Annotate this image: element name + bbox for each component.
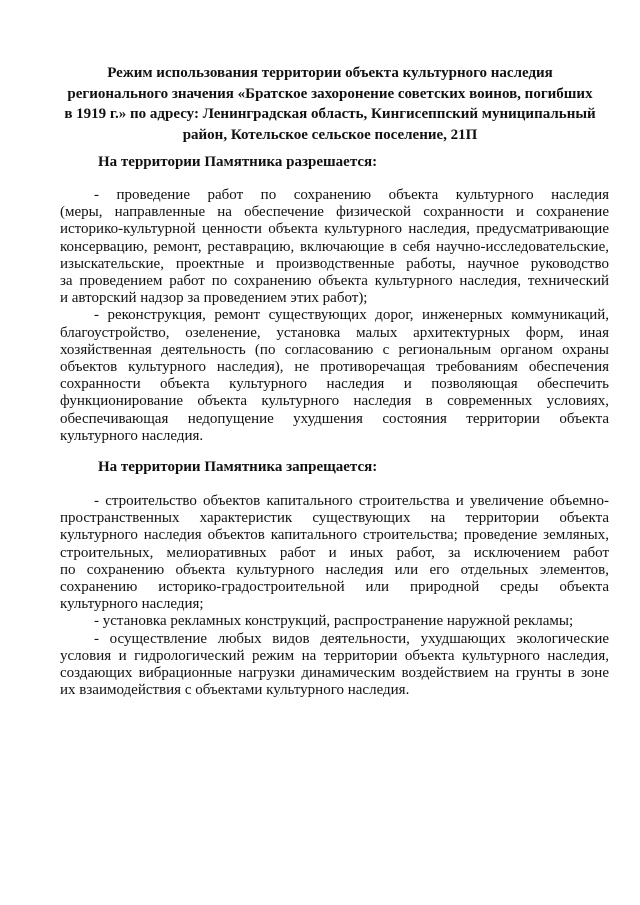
text-line: условия и гидрологический режим на территории объекта культурного наследия, bbox=[60, 647, 609, 664]
text-line: историко-культурной ценности объекта культурного наследия, предусматривающие bbox=[60, 221, 609, 238]
text-line: - строительство объектов капитального строительства и увеличение объемно- bbox=[94, 493, 609, 509]
allowed-item-conservation bbox=[60, 187, 609, 307]
text-line: за проведением работ по сохранению объекта культурного наследия, технический bbox=[60, 272, 609, 289]
text-line: по сохранению объекта культурного наследия или его отдельных элементов, bbox=[60, 561, 609, 578]
text-line: изыскательские, проектные и производственные работы, научное руководство bbox=[60, 255, 609, 272]
forbidden-heading: На территории Памятника запрещается: bbox=[98, 459, 378, 475]
text-line: функционирование объекта культурного наследия в современных условиях, bbox=[60, 393, 609, 410]
text-line: - реконструкция, ремонт существующих дорог, инженерных коммуникаций, bbox=[94, 307, 609, 324]
text-line: консервацию, ремонт, реставрацию, включающие в себя научно-исследовательские, bbox=[60, 238, 609, 255]
text-line: объектов культурного наследия), не противоречащая требованиям обеспечения bbox=[60, 358, 609, 375]
forbidden-item-construction bbox=[60, 493, 609, 613]
text-line: благоустройство, озеленение, установка малых архитектурных форм, иная bbox=[60, 324, 609, 341]
allowed-heading: На территории Памятника разрешается: bbox=[98, 154, 378, 170]
text-line: (меры, направленные на обеспечение физической сохранности и сохранение bbox=[60, 204, 609, 221]
forbidden-item-ecology bbox=[60, 631, 609, 700]
text-line: - проведение работ по сохранению объекта культурного наследия bbox=[94, 187, 609, 203]
text-line: и авторский надзор за проведением этих работ); bbox=[60, 290, 368, 307]
title-line: район, Котельское сельское поселение, 21П bbox=[182, 126, 478, 143]
forbidden-item-advertising bbox=[60, 613, 609, 630]
text-line: хозяйственная деятельность (по согласованию с региональным органом охраны bbox=[60, 341, 609, 358]
text-line: культурного наследия объектов капитального строительства; проведение земляных, bbox=[60, 527, 609, 544]
text-line: пространственных характеристик существующих на территории объекта bbox=[60, 510, 609, 527]
text-line: сохранению историко-градостроительной или природной среды объекта bbox=[60, 578, 609, 595]
text-line: культурного наследия. bbox=[60, 427, 204, 444]
text-line: культурного наследия; bbox=[60, 596, 204, 613]
text-line: - осуществление любых видов деятельности, ухудшающих экологические bbox=[94, 630, 609, 647]
title-line: регионального значения «Братское захоронение советских воинов, погибших bbox=[67, 85, 593, 102]
document-title bbox=[60, 63, 600, 145]
text-line: создающих вибрационные нагрузки динамическим воздействием на грунты в зоне bbox=[60, 664, 609, 681]
text-line: строительных, мелиоративных работ и иных работ, за исключением работ bbox=[60, 544, 609, 561]
text-line: их взаимодействия с объектами культурного наследия. bbox=[60, 682, 410, 699]
title-line: в 1919 г.» по адресу: Ленинградская область, Кингисеппский муниципальный bbox=[64, 106, 596, 122]
text-line: обеспечивающая недопущение ухудшения состояния территории объекта bbox=[60, 410, 609, 427]
title-line: Режим использования территории объекта культурного наследия bbox=[107, 65, 553, 81]
text-line: сохранности объекта культурного наследия и позволяющая обеспечить bbox=[60, 376, 609, 393]
allowed-item-reconstruction bbox=[60, 307, 609, 445]
text-line: - установка рекламных конструкций, распространение наружной рекламы; bbox=[94, 613, 574, 630]
